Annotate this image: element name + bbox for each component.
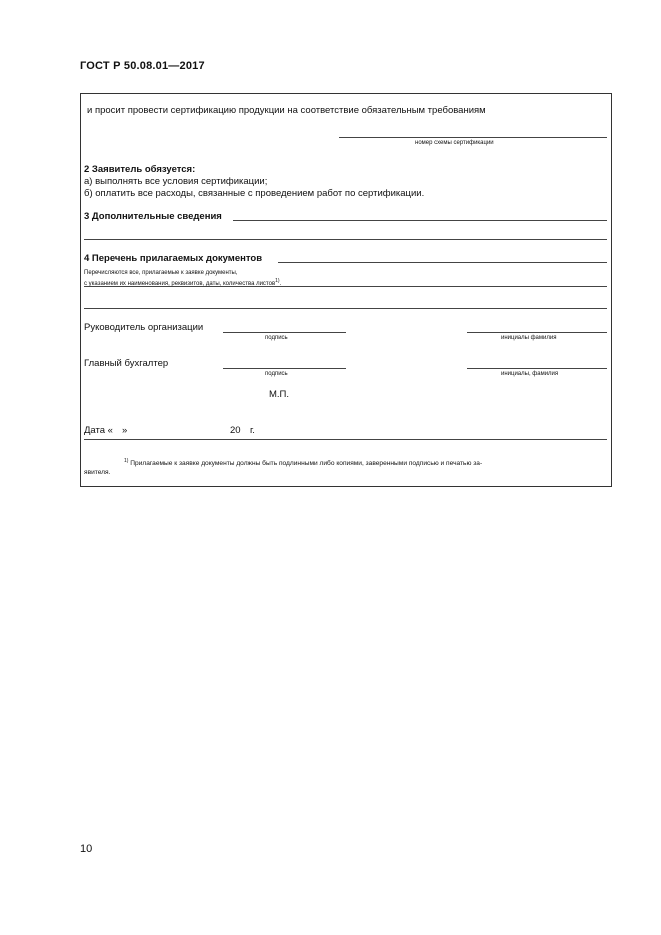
footnote-continuation: явителя. <box>84 469 111 476</box>
accountant-name-field[interactable] <box>467 368 607 369</box>
section-2-item-a: а) выполнять все условия сертификации; <box>84 176 268 187</box>
section-3-title: 3 Дополнительные сведения <box>84 211 222 222</box>
head-name-caption: инициалы фамилия <box>501 335 557 341</box>
date-field[interactable] <box>84 439 607 440</box>
accountant-signature-caption: подпись <box>265 371 288 377</box>
documents-list-field-2[interactable] <box>84 286 607 287</box>
section-4-title: 4 Перечень прилагаемых документов <box>84 253 263 264</box>
application-form <box>80 93 612 487</box>
documents-note-end: . <box>279 281 282 287</box>
footnote-marker: 1) <box>124 458 129 464</box>
documents-list-field[interactable] <box>278 262 607 263</box>
page-number: 10 <box>80 843 93 855</box>
footnote <box>124 458 482 467</box>
head-signature-caption: подпись <box>265 335 288 341</box>
documents-note-line-1: Перечисляются все, прилагаемые к заявке документы, <box>84 270 238 276</box>
documents-list-field-3[interactable] <box>84 308 607 309</box>
footnote-text: Прилагаемые к заявке документы должны быть подлинными либо копиями, заверенными подписью и печатью за- <box>128 460 483 468</box>
head-name-field[interactable] <box>467 332 607 333</box>
scheme-number-caption: номер схемы сертификации <box>415 140 494 146</box>
accountant-signature-field[interactable] <box>223 368 346 369</box>
date-year-suffix: г. <box>250 425 255 436</box>
section-2-title: 2 Заявитель обязуется: <box>84 164 196 175</box>
documents-note-text: с указанием их наименования, реквизитов, даты, количества листов <box>84 281 276 287</box>
chief-accountant-label: Главный бухгалтер <box>84 358 169 369</box>
stamp-placeholder: М.П. <box>269 389 290 400</box>
accountant-name-caption: инициалы, фамилия <box>501 371 559 377</box>
additional-info-field[interactable] <box>233 220 607 221</box>
date-close-quote: » <box>122 425 128 436</box>
head-of-organization-label: Руководитель организации <box>84 322 204 333</box>
head-signature-field[interactable] <box>223 332 346 333</box>
section-2-item-b: б) оплатить все расходы, связанные с проведением работ по сертификации. <box>84 188 425 199</box>
document-header: ГОСТ Р 50.08.01—2017 <box>80 60 205 72</box>
additional-info-field-2[interactable] <box>84 239 607 240</box>
date-label: Дата « <box>84 425 113 436</box>
date-year-prefix: 20 <box>230 425 241 436</box>
footnote-ref: 1) <box>275 278 280 284</box>
intro-text: и просит провести сертификацию продукции на соответствие обязательным требованиям <box>87 105 486 116</box>
scheme-number-field[interactable] <box>339 137 607 138</box>
